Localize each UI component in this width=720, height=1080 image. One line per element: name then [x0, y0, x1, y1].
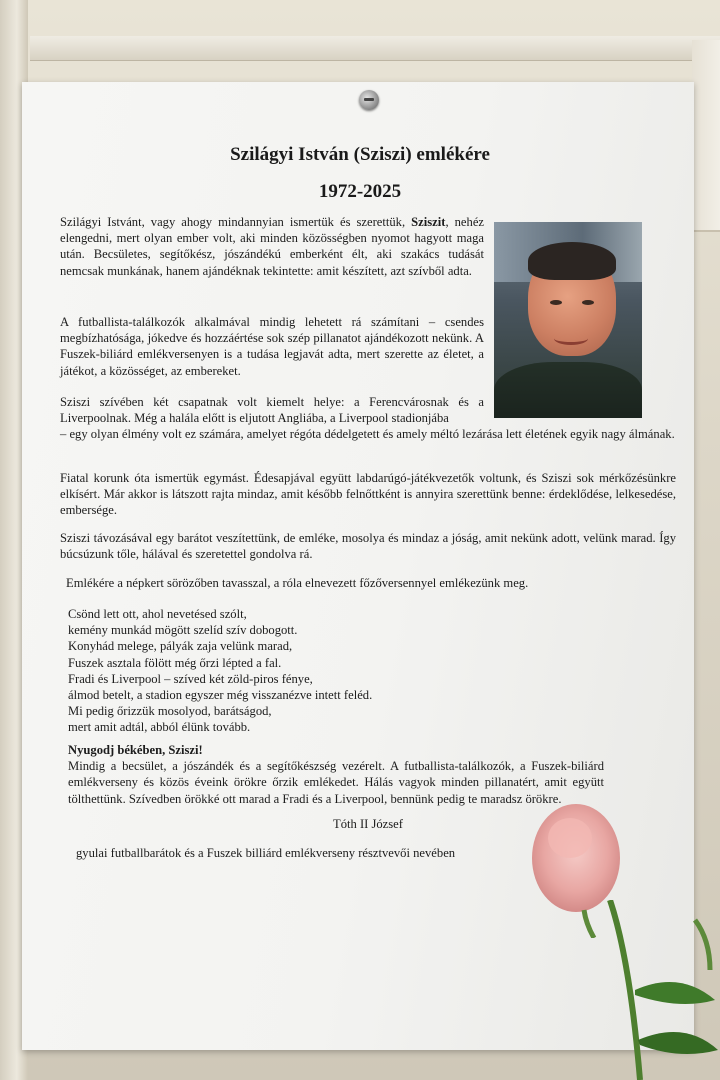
poem-line: Csönd lett ott, ahol nevetésed szólt,	[68, 607, 247, 621]
closing-heading: Nyugodj békében, Sziszi!	[68, 743, 203, 757]
door-frame-right	[692, 40, 720, 232]
closing-text: Mindig a becsület, a jószándék és a segítőkészség vezérelt. A futballista-találkozók, a Fuszek-biliárd emlékverseny és közös éveink örökre őrzik emlékedet. Hálás vagyok minden pillanatért, amit együtt tölthettünk. Szívedben örökké ott marad a Fradi és a Liverpool, bennünk pedig te maradsz örökre.	[68, 759, 604, 806]
poem-line: álmod betelt, a stadion egyszer még visszanézve intett feléd.	[68, 688, 373, 703]
paragraph-intro: Szilágyi Istvánt, vagy ahogy mindannyian ismertük és szerettük, Sziszit, nehéz elengedni, mert olyan ember volt, aki minden közösségben nyomot hagyott maga után. Becsületes, segítőkész, jószándékú emberként élt, aki szakács tudását nemcsak munkának, hanem ajándéknak tekintette: amit készített, azt szívből adta.	[60, 215, 484, 278]
paragraph-youth: Fiatal korunk óta ismertük egymást. Édesapjával együtt labdarúgó-játékvezetők voltunk, és Sziszi sok mérkőzésünkre elkísért. Már akkor is látszott rajta mindaz, amit később felnőttként is annyira szerettünk benne: érdeklődése, lelkesedése, embersége.	[60, 471, 676, 518]
memorial-title: Szilágyi István (Sziszi) emlékére	[230, 144, 490, 165]
paragraph-farewell: Sziszi távozásával egy barátot veszítettünk, de emléke, mosolya és mindaz a jóság, amit nekünk adott, velünk marad. Így búcsúzunk tőle, hálával és szeretettel gondolva rá.	[60, 531, 676, 562]
poem	[68, 606, 684, 736]
poem-line: Mi pedig őrizzük mosolyod, barátságod,	[68, 704, 272, 719]
poem-line: mert amit adtál, abból élünk tovább.	[68, 720, 251, 735]
paragraph-football: A futballista-találkozók alkalmával mindig lehetett rá számítani – csendes megbízhatósága, jókedve és hozzáértése sok szép pillanatot ajándékozott nekünk. A Fuszek-biliárd emlékversenyen is a tudása legjavát adta, mert szerette az életet, a játékot, a közösséget, az embereket.	[60, 315, 484, 378]
screw-icon	[359, 90, 379, 110]
portrait-photo	[494, 222, 642, 418]
poem-line: Konyhád melege, pályák zaja velünk marad,	[68, 639, 293, 654]
on-behalf-line: gyulai futballbarátok és a Fuszek billiárd emlékverseny résztvevői nevében	[76, 846, 456, 860]
poem-line: Fradi és Liverpool – szíved két zöld-piros fénye,	[68, 671, 313, 686]
paragraph-teams: Sziszi szívében két csapatnak volt kiemelt helye: a Ferencvárosnak és a Liverpoolnak. Még a halála előtt is eljutott Angliába, a Liverpool stadionjába – egy olyan élmény volt ez számára, amelyet régóta dédelgetett és amely méltó lezárása lett életének egyik nagy álmának.	[60, 395, 675, 442]
nickname-bold: Sziszit	[411, 215, 446, 229]
poem-line: kemény munkád mögött szelíd szív dobogott.	[68, 623, 298, 638]
signature: Tóth II József	[333, 817, 403, 831]
memorial-years: 1972-2025	[318, 181, 402, 202]
paragraph-event: Emlékére a népkert sörözőben tavasszal, a róla elnevezett főzőversennyel emlékezünk meg.	[66, 576, 529, 590]
door-frame-top	[30, 36, 720, 61]
poem-line: Fuszek asztala fölött még őrzi lépted a fal.	[68, 655, 282, 670]
rose-leaves-icon	[600, 900, 720, 1080]
